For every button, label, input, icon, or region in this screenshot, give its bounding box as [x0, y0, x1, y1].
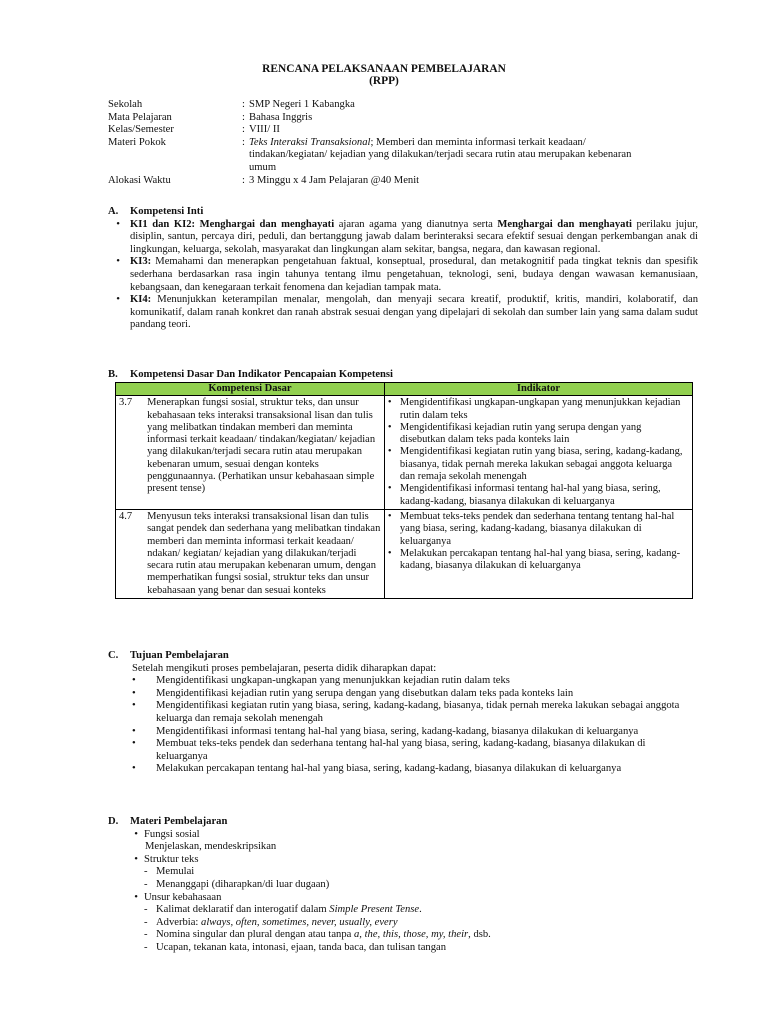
bullet-marker: •	[132, 725, 136, 737]
section-a-heading	[108, 206, 698, 219]
materi-item	[108, 854, 698, 867]
info-value: 3 Minggu x 4 Jam Pelajaran @40 Menit	[249, 174, 420, 186]
materi-subitem	[108, 929, 698, 942]
indikator-item	[388, 422, 689, 447]
kd-text: Menyusun teks interaksi transaksional lisan dan tulis sangat pendek dan sederhana yang melibatkan tindakan memberi dan meminta informasi terkait keadaan/ ndakan/ kegiatan/ kejadian yang dilakukan/terjadi secara rutin atau merupakan kebenaran umum, dengan memperhatikan fungsi sosial, struktur teks dan unsur kebahasaan yang benar dan sesuai konteks	[144, 509, 384, 598]
table-header-row	[116, 383, 693, 396]
bullet-marker: •	[134, 828, 138, 840]
tujuan-item	[108, 700, 698, 725]
bullet-marker: •	[116, 218, 120, 230]
materi-subitem	[108, 879, 698, 892]
bullet-marker: •	[116, 256, 120, 268]
info-row-kelas	[108, 124, 668, 137]
bullet-marker: •	[387, 446, 392, 458]
materi-subtext: Menjelaskan, mendeskripsikan	[145, 841, 277, 853]
document-subtitle: (RPP)	[369, 75, 399, 87]
bullet-marker: •	[132, 700, 136, 712]
tujuan-text: Melakukan percakapan tentang hal-hal yang biasa, sering, kadang-kadang, biasanya dilakukan di keluarganya	[156, 763, 622, 775]
materi-subitem-end: .	[419, 904, 422, 916]
dash-marker: -	[144, 916, 148, 928]
bullet-marker: •	[387, 547, 392, 559]
info-value: Bahasa Inggris	[249, 111, 313, 123]
materi-italic: a, the, this, those, my, their	[353, 929, 469, 941]
materi-subitem-text: Ucapan, tekanan kata, intonasi, ejaan, tanda baca, dan tulisan tangan	[156, 941, 447, 953]
bullet-marker: •	[134, 891, 138, 903]
bullet-marker: •	[387, 421, 392, 433]
info-row-alokasi	[108, 175, 668, 188]
materi-subitem-text: Adverbia:	[156, 916, 202, 928]
indikator-text: Membuat teks-teks pendek dan sederhana tentang tentang hal-hal yang biasa, sering, kadang-kadang, biasanya dilakukan di keluarganya	[399, 510, 675, 547]
section-letter: D.	[108, 816, 119, 827]
section-b-heading-block	[108, 369, 698, 382]
ki-bold: Menghargai dan menghayati	[497, 218, 632, 230]
indikator-text: Mengidentifikasi kejadian rutin yang serupa dengan yang disebutkan dalam teks pada konteks lain	[399, 421, 642, 446]
kd-number: 3.7	[116, 396, 145, 510]
bullet-marker: •	[132, 738, 136, 750]
materi-subitem	[108, 904, 698, 917]
materi-subitem-text: Memulai	[156, 866, 195, 878]
bullet-marker: •	[387, 397, 392, 409]
info-value-rest: ; Memberi dan meminta informasi terkait keadaan/ tindakan/kegiatan/ kejadian yang dilakukan/terjadi secara rutin atau merupakan kebenaran umum	[249, 136, 632, 173]
indikator-text: Melakukan percakapan tentang hal-hal yang biasa, sering, kadang-kadang, biasanya dilakukan di keluarganya	[399, 547, 681, 572]
tujuan-item	[108, 763, 698, 776]
materi-subitem	[108, 917, 698, 930]
kd-number: 4.7	[116, 509, 145, 598]
tujuan-text: Mengidentifikasi ungkapan-ungkapan yang menunjukkan kejadian rutin dalam teks	[156, 675, 510, 687]
dash-marker: -	[144, 929, 148, 941]
column-header: Kompetensi Dasar	[116, 383, 385, 396]
kd-text: Menerapkan fungsi sosial, struktur teks, dan unsur kebahasaan teks interaksi transaksional lisan dan tulis yang melibatkan tindakan memberi dan meminta informasi terkait keadaan/ tindakan/kegiatan/ kejadian yang dilakukan/terjadi secara rutin atau merupakan kebenaran umum, sesuai dengan konteks penggunaannya. (Perhatikan unsur kebahasaan simple present tense)	[144, 396, 384, 510]
bullet-marker: •	[132, 763, 136, 775]
ki-text: Memahami dan menerapkan pengetahuan faktual, konseptual, prosedural, dan metakognitif pada tingkat teknis dan spesifik sederhana berdasarkan rasa ingin tahunya tentang ilmu pengetahuan, teknologi, seni, budaya dengan wawasan kemanusiaan, kebangsaan, dan kenegaraan terkait fenomena dan kejadian tampak mata.	[130, 256, 698, 293]
ki-item	[108, 219, 698, 257]
tujuan-item	[108, 726, 698, 739]
section-b-heading	[108, 369, 698, 382]
indikator-text: Mengidentifikasi informasi tentang hal-hal yang biasa, sering, kadang-kadang, biasanya dilakukan di keluarganya	[399, 483, 661, 507]
materi-italic: always, often, sometimes, never, usually, every	[201, 916, 398, 928]
bullet-marker: •	[132, 675, 136, 687]
tujuan-intro: Setelah mengikuti proses pembelajaran, peserta didik diharapkan dapat:	[132, 662, 437, 674]
section-title: Tujuan Pembelajaran	[130, 650, 229, 661]
indikator-item	[388, 483, 689, 508]
info-value	[249, 137, 659, 175]
bullet-marker: •	[134, 853, 138, 865]
info-row-mapel	[108, 112, 668, 125]
section-title: Materi Pembelajaran	[130, 816, 228, 827]
materi-subitem-end: , dsb.	[468, 929, 491, 941]
column-header: Indikator	[384, 383, 692, 396]
tujuan-text: Mengidentifikasi kegiatan rutin yang biasa, sering, kadang-kadang, biasanya, tidak pernah mereka lakukan sebagai anggota keluarga dan remaja sekolah menengah	[156, 700, 680, 724]
ki-label: KI1 dan KI2:	[130, 218, 196, 230]
section-a	[108, 206, 698, 332]
tujuan-text: Mengidentifikasi kejadian rutin yang serupa dengan yang disebutkan dalam teks pada konteks lain	[156, 687, 574, 699]
materi-subitem	[108, 942, 698, 955]
info-colon: :	[242, 99, 245, 110]
section-letter: A.	[108, 206, 119, 217]
ki-label: KI4:	[130, 294, 152, 306]
info-colon: :	[242, 111, 245, 123]
identity-block	[108, 99, 668, 187]
info-value: VIII/ II	[249, 124, 280, 136]
tujuan-text: Membuat teks-teks pendek dan sederhana tentang hal-hal yang biasa, sering, kadang-kadang, biasanya dilakukan di keluarganya	[156, 738, 646, 762]
materi-item	[108, 829, 698, 842]
bullet-marker: •	[387, 510, 392, 522]
ki-text: perilaku jujur, disiplin, santun, percaya diri, peduli, dan bertanggung jawab dalam berinteraksi secara efektif sesuai dengan perkembangan anak di lingkungan, keluarga, sekolah, masyarakat dan lingkungan alam sekitar, bangsa, negara, dan kawasan regional.	[130, 218, 698, 255]
dash-marker: -	[144, 904, 148, 916]
info-colon: :	[242, 174, 245, 186]
document-title: RENCANA PELAKSANAAN PEMBELAJARAN	[262, 63, 506, 75]
indikator-item	[388, 446, 689, 483]
section-letter: C.	[108, 650, 119, 661]
indikator-text: Mengidentifikasi kegiatan rutin yang biasa, sering, kadang-kadang, biasanya, tidak pernah mereka lakukan sebagai anggota keluarga dan remaja sekolah menengah	[399, 446, 683, 483]
ki-bold: Menghargai dan menghayati	[199, 218, 335, 230]
info-key: Mata Pelajaran	[108, 111, 172, 123]
table-row	[116, 509, 693, 598]
ki-item	[108, 256, 698, 294]
materi-subitem-text: Kalimat deklaratif dan interogatif dalam	[156, 904, 330, 916]
dash-marker: -	[144, 941, 148, 953]
section-c	[108, 650, 698, 776]
table-row	[116, 396, 693, 510]
info-value: SMP Negeri 1 Kabangka	[249, 99, 355, 110]
tujuan-text: Mengidentifikasi informasi tentang hal-hal yang biasa, sering, kadang-kadang, biasanya dilakukan di keluarganya	[156, 725, 639, 737]
materi-item	[108, 892, 698, 905]
tujuan-item	[108, 688, 698, 701]
materi-subitem	[108, 866, 698, 879]
info-colon: :	[242, 136, 245, 148]
bullet-marker: •	[387, 483, 392, 495]
indikator-cell	[384, 396, 692, 510]
info-key: Sekolah	[108, 99, 143, 110]
materi-text: Struktur teks	[144, 853, 199, 865]
section-letter: B.	[108, 369, 118, 380]
bullet-marker: •	[132, 687, 136, 699]
tujuan-item	[108, 675, 698, 688]
materi-italic: Simple Present Tense	[329, 904, 420, 916]
indikator-cell	[384, 509, 692, 598]
indikator-item	[388, 397, 689, 422]
dash-marker: -	[144, 878, 148, 890]
materi-text: Unsur kebahasaan	[144, 891, 222, 903]
materi-subitem-text: Menanggapi (diharapkan/di luar dugaan)	[156, 878, 330, 890]
tujuan-item	[108, 738, 698, 763]
indikator-item	[388, 548, 689, 573]
ki-text: Menunjukkan keterampilan menalar, mengolah, dan menyaji secara kreatif, produktif, kritis, mandiri, kolaboratif, dan komunikatif, dalam ranah konkret dan ranah abstrak sesuai dengan yang dipelajari di sekolah dan sumber lain yang sama dalam sudut pandang teori.	[130, 294, 698, 331]
section-c-heading	[108, 650, 698, 663]
info-colon: :	[242, 124, 245, 136]
ki-text: ajaran agama yang dianutnya serta	[334, 218, 498, 230]
info-key: Kelas/Semester	[108, 124, 174, 136]
kd-indikator-table	[115, 382, 693, 599]
info-key: Alokasi Waktu	[108, 174, 171, 186]
section-d	[108, 816, 698, 955]
section-title: Kompetensi Dasar Dan Indikator Pencapaian Kompetensi	[130, 369, 394, 380]
bullet-marker: •	[116, 294, 120, 306]
indikator-text: Mengidentifikasi ungkapan-ungkapan yang menunjukkan kejadian rutin dalam teks	[399, 397, 681, 421]
section-d-heading	[108, 816, 698, 829]
materi-subitem-text: Nomina singular dan plural dengan atau tanpa	[156, 929, 354, 941]
ki-label: KI3:	[130, 256, 152, 268]
ki-item	[108, 294, 698, 332]
materi-text: Fungsi sosial	[144, 828, 200, 840]
info-value-italic: Teks Interaksi Transaksional	[249, 136, 371, 148]
indikator-item	[388, 511, 689, 548]
section-title: Kompetensi Inti	[130, 206, 204, 217]
dash-marker: -	[144, 866, 148, 878]
info-row-sekolah	[108, 99, 668, 112]
info-row-materi	[108, 137, 668, 175]
info-key: Materi Pokok	[108, 136, 166, 148]
